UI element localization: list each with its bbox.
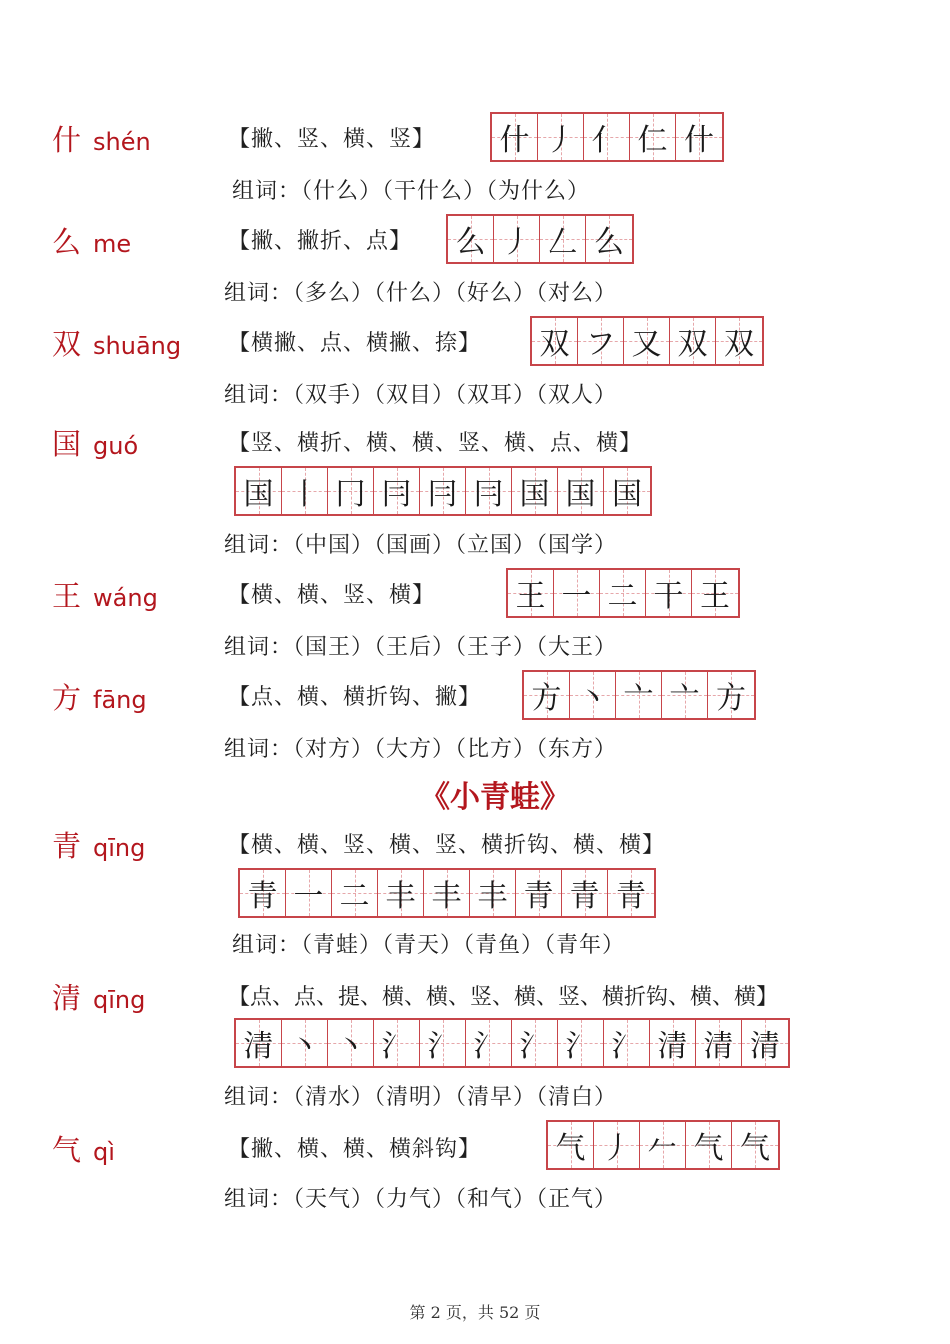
stroke-cell [466, 1020, 512, 1066]
stroke-step: 丨 [289, 477, 320, 512]
stroke-step: 丰 [385, 879, 416, 914]
word-list [224, 528, 617, 559]
words: （青蛙）（青天）（青鱼）（青年） [301, 933, 626, 958]
stroke-step: 王 [700, 579, 730, 614]
entry-head [52, 824, 145, 865]
stroke-step: 冃 [427, 477, 458, 512]
stroke-cell [492, 114, 538, 160]
stroke-cell [578, 318, 624, 364]
stroke-cell [562, 870, 608, 916]
hanzi: 双 [52, 327, 82, 361]
word-list [224, 276, 617, 307]
pinyin: qīng [93, 986, 146, 1014]
stroke-step: 又 [631, 327, 662, 362]
stroke-cell [640, 1122, 686, 1168]
stroke-step: 气 [740, 1131, 770, 1166]
stroke-step: 丰 [431, 879, 462, 914]
stroke-cell [512, 1020, 558, 1066]
stroke-step: 一 [293, 879, 324, 914]
pinyin: shuāng [93, 332, 182, 360]
hanzi: 方 [52, 681, 82, 715]
pinyin: wáng [93, 584, 158, 612]
stroke-step: 气 [693, 1131, 724, 1166]
stroke-cell [470, 870, 516, 916]
stroke-cell [570, 672, 616, 718]
entry-head [52, 220, 131, 261]
words: （国王）（王后）（王子）（大王） [293, 635, 618, 660]
words: （清水）（清明）（清早）（清白） [293, 1085, 618, 1110]
stroke-cell [732, 1122, 778, 1168]
stroke-cell [448, 216, 494, 262]
stroke-cell [420, 1020, 466, 1066]
entry-head [52, 118, 151, 159]
words-label: 组词： [224, 281, 294, 306]
stroke-step: 青 [247, 879, 278, 914]
hanzi: 国 [52, 427, 82, 461]
stroke-cell [604, 1020, 650, 1066]
word-list [232, 928, 625, 959]
stroke-cell [236, 468, 282, 514]
stroke-step: 方 [716, 681, 746, 716]
stroke-cell [708, 672, 754, 718]
words: （对方）（大方）（比方）（东方） [293, 737, 618, 762]
words-label: 组词： [224, 737, 294, 762]
stroke-step: 丶 [577, 681, 608, 716]
stroke-step: 国 [519, 477, 550, 512]
stroke-step: 仁 [637, 123, 668, 158]
stroke-grid [238, 868, 656, 918]
stroke-cell [692, 570, 738, 616]
stroke-step: 清 [243, 1029, 274, 1064]
pinyin: shén [93, 128, 151, 156]
stroke-cell [532, 318, 578, 364]
stroke-cell [616, 672, 662, 718]
hanzi: 清 [52, 981, 82, 1015]
stroke-step: 王 [515, 579, 546, 614]
stroke-cell [670, 318, 716, 364]
stroke-step: 清 [750, 1029, 780, 1064]
stroke-step: 青 [616, 879, 646, 914]
stroke-cell [494, 216, 540, 262]
stroke-cell [420, 468, 466, 514]
pinyin: qīng [93, 834, 146, 862]
entry-head [52, 422, 138, 463]
stroke-grid [506, 568, 740, 618]
stroke-step: 方 [531, 681, 562, 716]
stroke-order-text: 【横、横、竖、横、竖、横折钩、横、横】 [228, 833, 666, 858]
stroke-cell [374, 468, 420, 514]
words-label: 组词： [224, 533, 294, 558]
stroke-step: 清 [703, 1029, 734, 1064]
stroke-step: 丶 [289, 1029, 320, 1064]
stroke-step: 氵 [519, 1029, 550, 1064]
stroke-cell [554, 570, 600, 616]
stroke-grid [234, 1018, 790, 1068]
pinyin: guó [93, 432, 139, 460]
stroke-cell [604, 468, 650, 514]
stroke-step: 丶 [335, 1029, 366, 1064]
stroke-step: 二 [607, 579, 638, 614]
stroke-cell [512, 468, 558, 514]
stroke-order-text: 【点、横、横折钩、撇】 [228, 685, 482, 710]
entry-head [52, 676, 147, 717]
stroke-step: 双 [724, 327, 754, 362]
hanzi: 么 [52, 225, 82, 259]
words-label: 组词： [224, 635, 294, 660]
stroke-cell [600, 570, 646, 616]
words-label: 组词： [224, 1187, 294, 1212]
stroke-step: 亻 [591, 123, 622, 158]
stroke-cell [540, 216, 586, 262]
words-label: 组词： [224, 1085, 294, 1110]
page-footer: 第 2 页，共 52 页 [409, 1303, 541, 1322]
pinyin: me [93, 230, 132, 258]
stroke-step: 丰 [477, 879, 508, 914]
stroke-step: 亠 [669, 681, 700, 716]
stroke-grid [530, 316, 764, 366]
words-label: 组词： [232, 933, 302, 958]
stroke-cell [282, 1020, 328, 1066]
words: （天气）（力气）（和气）（正气） [293, 1187, 618, 1212]
stroke-cell [630, 114, 676, 160]
stroke-cell [332, 870, 378, 916]
hanzi: 青 [52, 829, 82, 863]
entry-head [52, 322, 181, 363]
entry-head [52, 1128, 115, 1169]
stroke-order-text: 【点、点、提、横、横、竖、横、竖、横折钩、横、横】 [228, 985, 779, 1010]
stroke-cell [524, 672, 570, 718]
words: （双手）（双目）（双耳）（双人） [293, 383, 618, 408]
stroke-step: 𠃋 [547, 225, 578, 260]
pinyin: fāng [93, 686, 147, 714]
stroke-step: 青 [569, 879, 600, 914]
stroke-cell [516, 870, 562, 916]
hanzi: 什 [52, 123, 82, 157]
stroke-step: 丿 [501, 225, 532, 260]
stroke-cell [716, 318, 762, 364]
stroke-step: 清 [657, 1029, 688, 1064]
stroke-cell [282, 468, 328, 514]
stroke-cell [558, 1020, 604, 1066]
stroke-cell [594, 1122, 640, 1168]
stroke-cell [240, 870, 286, 916]
word-list [224, 630, 617, 661]
words: （多么）（什么）（好么）（对么） [293, 281, 618, 306]
hanzi: 王 [52, 579, 82, 613]
stroke-step: 冃 [381, 477, 412, 512]
stroke-cell [584, 114, 630, 160]
stroke-cell [466, 468, 512, 514]
stroke-grid [546, 1120, 780, 1170]
stroke-cell [686, 1122, 732, 1168]
stroke-step: 丿 [545, 123, 576, 158]
stroke-step: フ [585, 327, 616, 362]
stroke-grid [234, 466, 652, 516]
stroke-step: 氵 [611, 1029, 642, 1064]
stroke-order-text: 【横撇、点、横撇、捺】 [228, 331, 482, 356]
stroke-order-text: 【横、横、竖、横】 [228, 583, 436, 608]
stroke-order-text: 【撇、横、横、横斜钩】 [228, 1137, 482, 1162]
word-list [224, 1182, 617, 1213]
stroke-cell [328, 468, 374, 514]
words: （中国）（国画）（立国）（国学） [293, 533, 618, 558]
words-label: 组词： [224, 383, 294, 408]
stroke-cell [424, 870, 470, 916]
stroke-step: 二 [339, 879, 370, 914]
stroke-cell [650, 1020, 696, 1066]
stroke-cell [558, 468, 604, 514]
stroke-step: 气 [555, 1131, 586, 1166]
stroke-step: 丿 [601, 1131, 632, 1166]
stroke-grid [522, 670, 756, 720]
stroke-cell [646, 570, 692, 616]
stroke-step: 什 [499, 123, 530, 158]
stroke-cell [286, 870, 332, 916]
word-list [224, 732, 617, 763]
word-list [232, 174, 590, 205]
stroke-cell [508, 570, 554, 616]
stroke-cell [538, 114, 584, 160]
entry-head [52, 976, 145, 1017]
stroke-step: 氵 [473, 1029, 504, 1064]
stroke-step: 国 [243, 477, 274, 512]
stroke-step: 双 [539, 327, 570, 362]
stroke-grid [490, 112, 724, 162]
stroke-step: 什 [684, 123, 714, 158]
stroke-step: 𠂉 [647, 1131, 678, 1166]
words: （什么）（干什么）（为什么） [301, 179, 591, 204]
entry-head [52, 574, 158, 615]
section-title: 《小青蛙》 [420, 780, 570, 815]
stroke-grid [446, 214, 634, 264]
stroke-cell [548, 1122, 594, 1168]
word-list [224, 378, 617, 409]
stroke-step: 冂 [335, 477, 366, 512]
stroke-cell [742, 1020, 788, 1066]
stroke-step: 亠 [623, 681, 654, 716]
stroke-order-text: 【竖、横折、横、横、竖、横、点、横】 [228, 431, 643, 456]
stroke-step: 国 [565, 477, 596, 512]
stroke-step: 氵 [381, 1029, 412, 1064]
stroke-cell [328, 1020, 374, 1066]
stroke-order-text: 【撇、撇折、点】 [228, 229, 413, 254]
hanzi: 气 [52, 1133, 82, 1167]
stroke-step: 国 [612, 477, 642, 512]
stroke-order-text: 【撇、竖、横、竖】 [228, 127, 436, 152]
stroke-cell [586, 216, 632, 262]
stroke-step: 干 [653, 579, 684, 614]
stroke-cell [378, 870, 424, 916]
stroke-cell [608, 870, 654, 916]
stroke-step: 青 [523, 879, 554, 914]
stroke-cell [662, 672, 708, 718]
stroke-step: 么 [455, 225, 486, 260]
stroke-cell [696, 1020, 742, 1066]
stroke-step: 一 [561, 579, 592, 614]
stroke-step: 双 [677, 327, 708, 362]
words-label: 组词： [232, 179, 302, 204]
word-list [224, 1080, 617, 1111]
stroke-cell [676, 114, 722, 160]
stroke-cell [624, 318, 670, 364]
stroke-step: 冃 [473, 477, 504, 512]
stroke-cell [374, 1020, 420, 1066]
stroke-step: 氵 [565, 1029, 596, 1064]
stroke-step: 氵 [427, 1029, 458, 1064]
stroke-step: 么 [594, 225, 624, 260]
stroke-cell [236, 1020, 282, 1066]
pinyin: qì [93, 1138, 115, 1166]
